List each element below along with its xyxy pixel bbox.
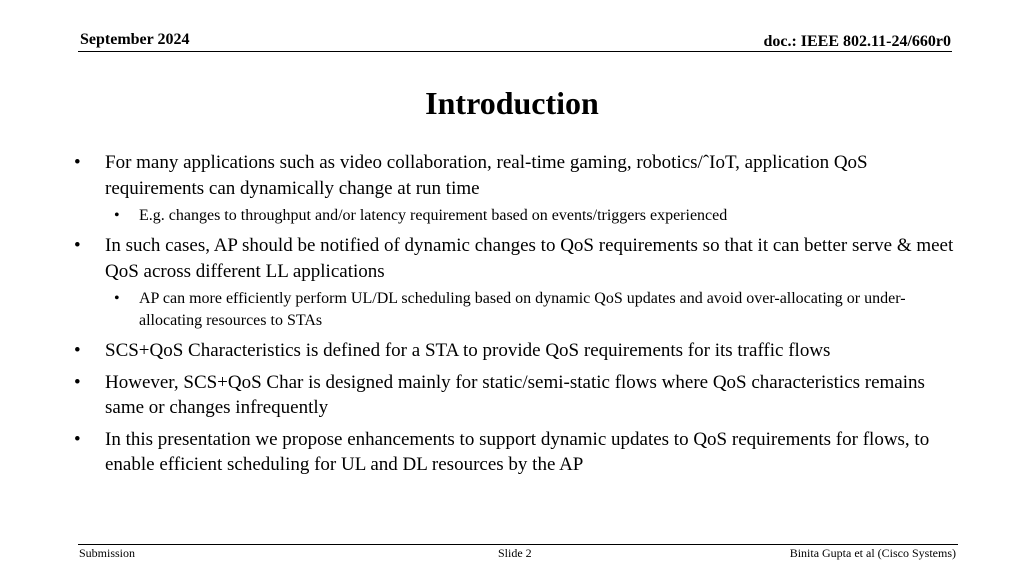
slide-title: Introduction: [425, 85, 599, 121]
bullet-text: In this presentation we propose enhancements to support dynamic updates to QoS requirements for flows, to enable efficient scheduling for UL and DL resources by the AP: [105, 428, 930, 475]
bullet-icon: •: [74, 428, 81, 450]
header-divider: [78, 51, 952, 52]
bullet-icon: •: [74, 152, 81, 173]
bullet-item: [70, 150, 960, 201]
bullet-item: [70, 338, 960, 364]
bullet-icon: •: [74, 235, 81, 256]
bullet-icon: •: [74, 340, 81, 361]
bullet-list: [70, 150, 960, 484]
footer-slide-number: Slide 2: [498, 546, 532, 560]
bullet-item: [70, 233, 960, 284]
bullet-icon: •: [74, 371, 81, 393]
footer-divider: [78, 544, 958, 545]
bullet-text: For many applications such as video collaboration, real-time gaming, robotics/ˆIoT, application QoS requirements can dynamically change at run time: [105, 152, 868, 199]
footer-author: Binita Gupta et al (Cisco Systems): [789, 546, 956, 560]
sub-bullet-icon: •: [114, 290, 120, 307]
bullet-item: [70, 370, 960, 421]
sub-bullet-text: AP can more efficiently perform UL/DL scheduling based on dynamic QoS updates and avoid over-allocating or under-allocating resources to STAs: [139, 290, 906, 329]
bullet-text: However, SCS+QoS Char is designed mainly for static/semi-static flows where QoS characteristics remains same or changes infrequently: [105, 371, 925, 418]
sub-bullet-text: E.g. changes to throughput and/or latency requirement based on events/triggers experienced: [139, 207, 728, 224]
sub-bullet-item: [70, 205, 960, 227]
sub-bullet-icon: •: [114, 207, 120, 224]
header-date: September 2024: [80, 31, 190, 48]
bullet-item: [70, 427, 960, 478]
sub-bullet-item: [70, 288, 960, 332]
footer-submission: Submission: [79, 546, 136, 560]
header-doc-id: doc.: IEEE 802.11-24/660r0: [763, 33, 951, 50]
bullet-text: In such cases, AP should be notified of dynamic changes to QoS requirements so that it can better serve & meet QoS across different LL applications: [105, 235, 954, 282]
bullet-text: SCS+QoS Characteristics is defined for a STA to provide QoS requirements for its traffic flows: [105, 340, 831, 361]
